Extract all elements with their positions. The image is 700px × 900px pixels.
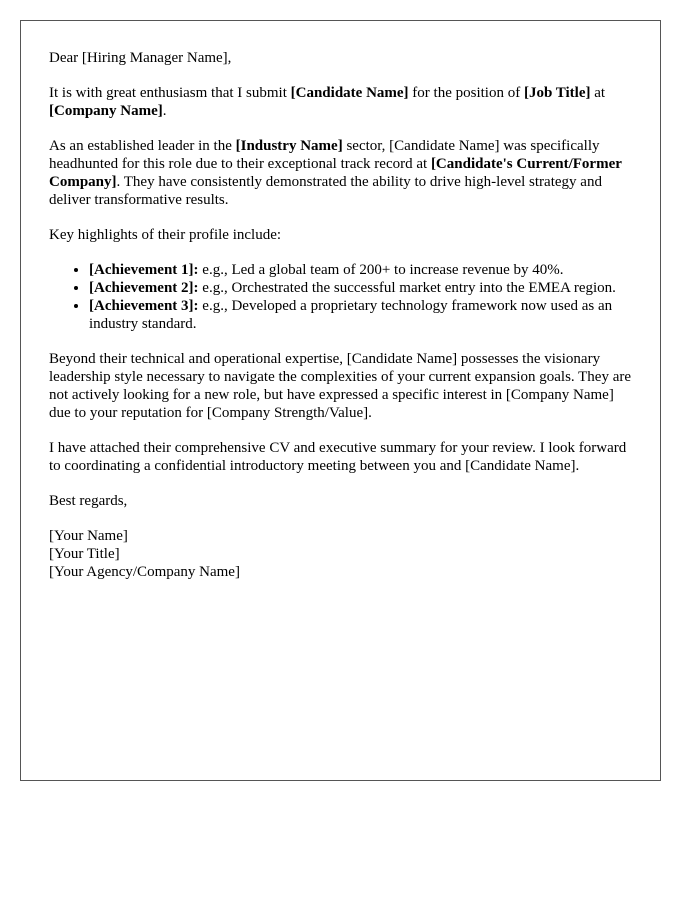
list-item: [89, 297, 632, 333]
job-title: [Job Title]: [523, 85, 591, 101]
achievement-text: e.g., Orchestrated the successful market entry into the EMEA region.: [198, 280, 616, 296]
sender-title: [Your Title]: [49, 546, 120, 562]
achievement-text: e.g., Developed a proprietary technology framework now used as an industry standard.: [89, 298, 613, 332]
achievement-label: [Achievement 1]:: [89, 262, 199, 278]
signature-block: [49, 527, 632, 581]
salutation: Dear [Hiring Manager Name],: [49, 50, 232, 66]
sender-company: [Your Agency/Company Name]: [49, 564, 240, 580]
achievement-label: [Achievement 3]:: [89, 298, 199, 314]
sender-name: [Your Name]: [49, 528, 128, 544]
background-paragraph: [49, 137, 632, 209]
text: at: [590, 85, 606, 101]
list-item: [89, 261, 632, 279]
text: for the position of: [408, 85, 524, 101]
text: As an established leader in the: [49, 138, 236, 154]
text: . They have consistently demonstrated the ability to drive high-level strategy and deliver transformative results.: [49, 174, 602, 208]
expertise-paragraph: Beyond their technical and operational expertise, [Candidate Name] possesses the visionary leadership style necessary to navigate the complexities of your current expansion goals. They are not actively looking for a new role, but have expressed a specific interest in [Company Name] due to your reputation for [Company Strength/Value].: [49, 351, 632, 421]
industry-name: [Industry Name]: [235, 138, 343, 154]
list-item: [89, 279, 632, 297]
text: .: [162, 103, 167, 119]
highlights-intro: Key highlights of their profile include:: [49, 227, 282, 243]
candidate-name: [Candidate Name]: [290, 85, 409, 101]
closing: Best regards,: [49, 493, 128, 509]
text: It is with great enthusiasm that I submit: [49, 85, 291, 101]
achievement-label: [Achievement 2]:: [89, 280, 199, 296]
letter-document: [20, 20, 661, 781]
highlights-list: [49, 261, 632, 333]
attachment-paragraph: I have attached their comprehensive CV and executive summary for your review. I look forward to coordinating a confidential introductory meeting between you and [Candidate Name].: [49, 440, 627, 474]
text: sector, [Candidate Name] was specifically headhunted for this role due to their exceptional track record at: [49, 138, 600, 172]
current-company: [Candidate's Current/Former Company]: [49, 156, 622, 190]
company-name: [Company Name]: [49, 103, 163, 119]
achievement-text: e.g., Led a global team of 200+ to increase revenue by 40%.: [198, 262, 564, 278]
intro-paragraph: [49, 84, 632, 120]
